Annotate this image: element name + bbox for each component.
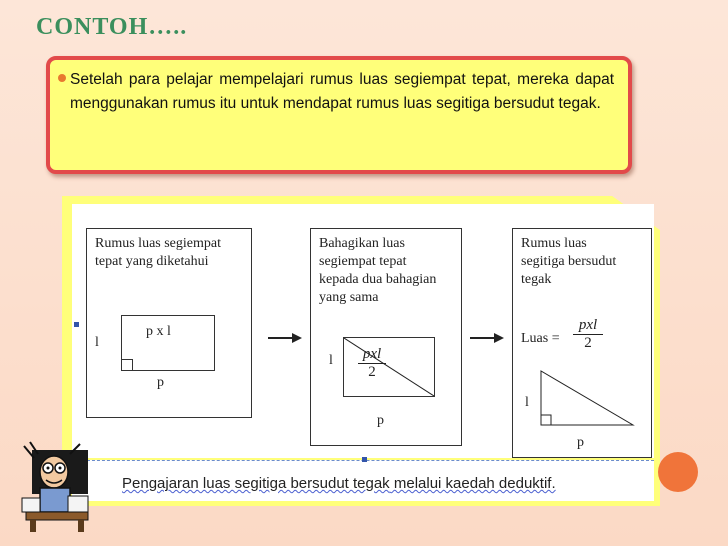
box1-formula: p x l (146, 324, 171, 339)
box2-fraction-denominator: 2 (368, 364, 376, 380)
box1-heading-line1: Rumus luas segiempat (95, 236, 221, 251)
arrow-right-icon (470, 332, 506, 344)
box2-fraction-numerator: pxl (358, 346, 386, 364)
callout-text: Setelah para pelajar mempelajari rumus luas segiempat tepat, mereka dapat menggunakan rumus itu untuk mendapat rumus luas segitiga bersudut tegak. (70, 71, 614, 112)
cartoon-man-icon (18, 440, 96, 532)
box3-heading-line1: Rumus luas (521, 236, 587, 251)
box-split-rectangle (310, 228, 462, 446)
box1-bottom-label: p (157, 375, 164, 390)
box3-fraction (573, 317, 603, 352)
box2-heading (319, 235, 436, 307)
box1-heading-line2: tepat yang diketahui (95, 254, 209, 269)
box3-heading (521, 235, 616, 289)
box-known-rectangle (86, 228, 252, 418)
box2-side-label: l (329, 353, 333, 368)
box3-heading-line3: tegak (521, 272, 552, 287)
box2-heading-line4: yang sama (319, 290, 379, 305)
box2-heading-line1: Bahagikan luas (319, 236, 405, 251)
handle-icon (74, 322, 79, 327)
diagram-caption (122, 475, 556, 492)
arrow-right-icon (268, 332, 304, 344)
rectangle-shape (121, 315, 215, 371)
decorative-circle (658, 452, 698, 492)
right-triangle-shape (539, 369, 635, 429)
right-angle-icon (122, 359, 133, 370)
box1-heading (95, 235, 221, 271)
box3-fraction-numerator: pxl (573, 317, 603, 335)
box3-fraction-denominator: 2 (584, 335, 592, 351)
box3-heading-line2: segitiga bersudut (521, 254, 617, 269)
caption-strip (72, 460, 654, 501)
box3-bottom-label: p (577, 435, 584, 450)
text-callout (46, 56, 632, 174)
slide-title: CONTOH….. (36, 14, 188, 40)
caption-part-2: melalui kaedah deduktif. (389, 475, 556, 492)
box2-heading-line2: segiempat tepat (319, 254, 407, 269)
diagram-image (72, 204, 654, 458)
box-triangle-formula (512, 228, 652, 458)
luas-label: Luas = (521, 331, 560, 346)
box2-heading-line3: kepada dua bahagian (319, 272, 437, 287)
caption-part-1: Pengajaran luas segitiga bersudut tegak (122, 475, 390, 492)
box2-bottom-label: p (377, 413, 384, 428)
box2-fraction (358, 346, 386, 381)
box1-side-label: l (95, 335, 99, 350)
split-rectangle-shape (343, 337, 435, 397)
handle-icon (362, 457, 367, 462)
bullet-icon (58, 74, 66, 82)
box3-side-label: l (525, 395, 529, 410)
